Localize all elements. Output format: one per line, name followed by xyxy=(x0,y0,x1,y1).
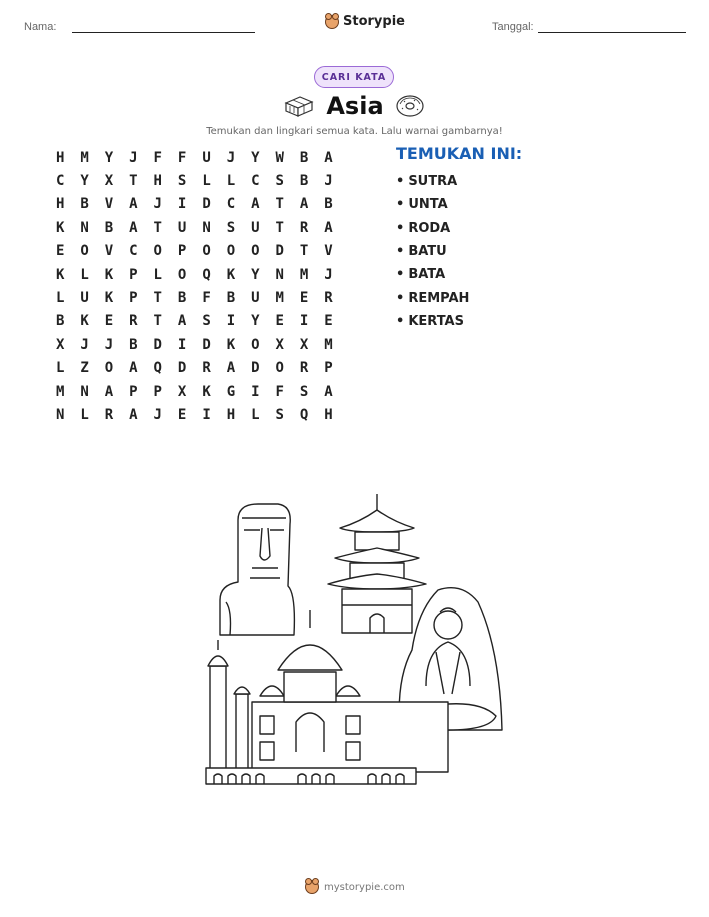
grid-letter[interactable]: V xyxy=(104,243,114,260)
bullet: • xyxy=(396,313,405,329)
grid-letter[interactable]: S xyxy=(202,313,211,330)
grid-row xyxy=(48,169,341,192)
grid-letter[interactable]: F xyxy=(177,149,187,166)
bullet: • xyxy=(396,174,405,190)
grid-letter[interactable]: H xyxy=(226,406,236,423)
grid-letter[interactable]: O xyxy=(226,243,236,260)
grid-letter[interactable]: D xyxy=(275,243,284,260)
bear-logo-icon xyxy=(305,880,319,894)
grid-letter[interactable]: M xyxy=(324,336,333,353)
grid-letter[interactable]: O xyxy=(202,243,211,260)
grid-letter[interactable]: S xyxy=(299,383,309,400)
word-list xyxy=(396,170,469,333)
grid-letter[interactable]: O xyxy=(153,243,162,260)
word-list-item xyxy=(396,286,469,309)
grid-letter[interactable]: K xyxy=(226,266,236,283)
grid-letter[interactable]: C xyxy=(226,196,236,213)
grid-letter[interactable]: I xyxy=(226,313,236,330)
grid-row xyxy=(48,380,341,403)
grid-letter[interactable]: S xyxy=(177,173,187,190)
word-list-item xyxy=(396,240,469,263)
grid-letter[interactable]: C xyxy=(251,173,260,190)
word-list-heading: TEMUKAN INI: xyxy=(396,144,523,163)
grid-letter[interactable]: X xyxy=(177,383,187,400)
bullet: • xyxy=(396,290,405,306)
puzzle-type-badge: CARI KATA xyxy=(314,66,394,88)
grid-letter[interactable]: S xyxy=(275,406,284,423)
grid-letter[interactable]: L xyxy=(251,406,260,423)
grid-letter[interactable]: O xyxy=(251,336,260,353)
grid-letter[interactable]: B xyxy=(299,149,309,166)
grid-letter[interactable]: G xyxy=(226,383,236,400)
grid-letter[interactable]: A xyxy=(299,196,309,213)
grid-letter[interactable]: N xyxy=(55,406,65,423)
grid-letter[interactable]: D xyxy=(202,336,211,353)
grid-letter[interactable]: Q xyxy=(202,266,211,283)
grid-letter[interactable]: A xyxy=(251,196,260,213)
grid-letter[interactable]: V xyxy=(324,243,333,260)
word-label: UNTA xyxy=(408,197,448,213)
word-list-item xyxy=(396,170,469,193)
grid-letter[interactable]: J xyxy=(324,173,333,190)
bear-logo-icon xyxy=(325,15,339,29)
grid-letter[interactable]: K xyxy=(55,219,65,236)
grid-row xyxy=(48,357,341,380)
word-label: BATU xyxy=(408,244,447,260)
bullet: • xyxy=(396,220,405,236)
grid-letter[interactable]: N xyxy=(80,219,89,236)
grid-letter[interactable]: J xyxy=(129,149,138,166)
grid-letter[interactable]: T xyxy=(275,196,284,213)
donut-icon xyxy=(395,94,425,118)
grid-letter[interactable]: L xyxy=(80,266,89,283)
grid-letter[interactable]: J xyxy=(226,149,236,166)
grid-letter[interactable]: C xyxy=(129,243,138,260)
letter-grid[interactable] xyxy=(48,146,341,427)
grid-letter[interactable]: P xyxy=(129,266,138,283)
grid-letter[interactable]: Q xyxy=(153,360,162,377)
grid-row xyxy=(48,193,341,216)
moai-statue-illustration xyxy=(220,504,294,635)
grid-letter[interactable]: N xyxy=(80,383,89,400)
bullet: • xyxy=(396,244,405,260)
date-field[interactable] xyxy=(538,32,686,33)
grid-letter[interactable]: F xyxy=(275,383,284,400)
grid-letter[interactable]: R xyxy=(324,290,333,307)
grid-letter[interactable]: H xyxy=(55,149,65,166)
grid-letter[interactable]: K xyxy=(226,336,236,353)
grid-letter[interactable]: A xyxy=(177,313,187,330)
brand-name: Storypie xyxy=(343,14,405,29)
grid-letter[interactable]: A xyxy=(226,360,236,377)
grid-letter[interactable]: L xyxy=(80,406,89,423)
grid-letter[interactable]: Y xyxy=(251,313,260,330)
word-label: REMPAH xyxy=(408,290,470,306)
grid-letter[interactable]: R xyxy=(202,360,211,377)
bullet: • xyxy=(396,267,405,283)
grid-row xyxy=(48,216,341,239)
grid-letter[interactable]: N xyxy=(275,266,284,283)
grid-letter[interactable]: A xyxy=(324,219,333,236)
grid-letter[interactable]: T xyxy=(299,243,309,260)
grid-letter[interactable]: O xyxy=(104,360,114,377)
grid-letter[interactable]: R xyxy=(299,219,309,236)
word-label: RODA xyxy=(408,220,451,236)
grid-letter[interactable]: B xyxy=(129,336,138,353)
brand-logo xyxy=(325,14,405,29)
grid-row xyxy=(48,240,341,263)
grid-letter[interactable]: Y xyxy=(80,173,89,190)
grid-letter[interactable]: R xyxy=(129,313,138,330)
grid-letter[interactable]: P xyxy=(177,243,187,260)
grid-letter[interactable]: X xyxy=(275,336,284,353)
word-label: BATA xyxy=(408,267,446,283)
grid-letter[interactable]: Y xyxy=(251,149,260,166)
grid-letter[interactable]: H xyxy=(324,406,333,423)
grid-letter[interactable]: E xyxy=(275,313,284,330)
grid-letter[interactable]: R xyxy=(299,360,309,377)
grid-letter[interactable]: T xyxy=(129,173,138,190)
grid-letter[interactable]: U xyxy=(80,290,89,307)
grid-letter[interactable]: B xyxy=(226,290,236,307)
grid-letter[interactable]: N xyxy=(202,219,211,236)
grid-letter[interactable]: E xyxy=(299,290,309,307)
grid-letter[interactable]: C xyxy=(55,173,65,190)
grid-row xyxy=(48,263,341,286)
grid-letter[interactable]: O xyxy=(275,360,284,377)
grid-letter[interactable]: R xyxy=(104,406,114,423)
grid-letter[interactable]: A xyxy=(104,383,114,400)
grid-letter[interactable]: F xyxy=(153,149,162,166)
grid-letter[interactable]: B xyxy=(55,313,65,330)
grid-letter[interactable]: F xyxy=(202,290,211,307)
grid-letter[interactable]: P xyxy=(324,360,333,377)
grid-row xyxy=(48,403,341,426)
grid-letter[interactable]: U xyxy=(202,149,211,166)
asia-landmarks-illustration xyxy=(200,490,520,790)
grid-letter[interactable]: I xyxy=(177,196,187,213)
grid-letter[interactable]: T xyxy=(153,313,162,330)
grid-letter[interactable]: T xyxy=(153,219,162,236)
word-label: KERTAS xyxy=(408,313,464,329)
word-list-item xyxy=(396,310,469,333)
grid-row xyxy=(48,146,341,169)
pagoda-illustration xyxy=(328,494,426,633)
grid-letter[interactable]: M xyxy=(299,266,309,283)
grid-letter[interactable]: I xyxy=(299,313,309,330)
grid-letter[interactable]: L xyxy=(153,266,162,283)
grid-letter[interactable]: Q xyxy=(299,406,309,423)
name-field[interactable] xyxy=(72,32,255,33)
date-label: Tanggal: xyxy=(492,21,534,33)
grid-letter[interactable]: K xyxy=(202,383,211,400)
grid-letter[interactable]: A xyxy=(129,360,138,377)
grid-row xyxy=(48,286,341,309)
name-label: Nama: xyxy=(24,21,57,33)
grid-letter[interactable]: X xyxy=(55,336,65,353)
grid-letter[interactable]: Z xyxy=(80,360,89,377)
grid-letter[interactable]: K xyxy=(104,266,114,283)
grid-letter[interactable]: A xyxy=(129,406,138,423)
grid-letter[interactable]: P xyxy=(129,383,138,400)
grid-letter[interactable]: E xyxy=(104,313,114,330)
word-list-item xyxy=(396,217,469,240)
grid-letter[interactable]: M xyxy=(80,149,89,166)
grid-letter[interactable]: B xyxy=(104,219,114,236)
grid-letter[interactable]: K xyxy=(104,290,114,307)
grid-letter[interactable]: X xyxy=(299,336,309,353)
grid-letter[interactable]: X xyxy=(104,173,114,190)
grid-letter[interactable]: B xyxy=(80,196,89,213)
grid-letter[interactable]: H xyxy=(55,196,65,213)
grid-letter[interactable]: I xyxy=(177,336,187,353)
grid-letter[interactable]: E xyxy=(177,406,187,423)
grid-letter[interactable]: B xyxy=(299,173,309,190)
grid-letter[interactable]: I xyxy=(251,383,260,400)
grid-letter[interactable]: M xyxy=(55,383,65,400)
instructions: Temukan dan lingkari semua kata. Lalu warnai gambarnya! xyxy=(206,126,503,137)
grid-letter[interactable]: J xyxy=(153,196,162,213)
grid-letter[interactable]: L xyxy=(55,360,65,377)
grid-letter[interactable]: D xyxy=(153,336,162,353)
grid-letter[interactable]: L xyxy=(226,173,236,190)
grid-letter[interactable]: L xyxy=(55,290,65,307)
grid-letter[interactable]: T xyxy=(275,219,284,236)
grid-letter[interactable]: D xyxy=(177,360,187,377)
word-list-item xyxy=(396,263,469,286)
grid-letter[interactable]: D xyxy=(251,360,260,377)
grid-letter[interactable]: V xyxy=(104,196,114,213)
grid-letter[interactable]: T xyxy=(153,290,162,307)
grid-letter[interactable]: A xyxy=(324,149,333,166)
grid-letter[interactable]: A xyxy=(129,196,138,213)
grid-letter[interactable]: S xyxy=(226,219,236,236)
footer-url: mystorypie.com xyxy=(324,881,405,893)
grid-letter[interactable]: J xyxy=(80,336,89,353)
grid-letter[interactable]: O xyxy=(80,243,89,260)
grid-letter[interactable]: J xyxy=(104,336,114,353)
grid-letter[interactable]: I xyxy=(202,406,211,423)
grid-letter[interactable]: U xyxy=(177,219,187,236)
grid-letter[interactable]: O xyxy=(251,243,260,260)
grid-letter[interactable]: P xyxy=(129,290,138,307)
grid-letter[interactable]: S xyxy=(275,173,284,190)
grid-letter[interactable]: Y xyxy=(104,149,114,166)
grid-letter[interactable]: U xyxy=(251,290,260,307)
grid-letter[interactable]: A xyxy=(324,383,333,400)
grid-letter[interactable]: M xyxy=(275,290,284,307)
page-title: Asia xyxy=(326,92,384,120)
grid-letter[interactable]: P xyxy=(153,383,162,400)
grid-letter[interactable]: O xyxy=(177,266,187,283)
footer xyxy=(305,880,405,894)
grid-letter[interactable]: B xyxy=(177,290,187,307)
grid-letter[interactable]: B xyxy=(324,196,333,213)
grid-letter[interactable]: J xyxy=(324,266,333,283)
grid-letter[interactable]: E xyxy=(324,313,333,330)
grid-row xyxy=(48,310,341,333)
word-label: SUTRA xyxy=(408,174,458,190)
grid-letter[interactable]: A xyxy=(129,219,138,236)
grid-letter[interactable]: Y xyxy=(251,266,260,283)
grid-letter[interactable]: W xyxy=(275,149,284,166)
grid-letter[interactable]: L xyxy=(202,173,211,190)
grid-letter[interactable]: H xyxy=(153,173,162,190)
grid-letter[interactable]: D xyxy=(202,196,211,213)
word-list-item xyxy=(396,193,469,216)
grid-letter[interactable]: E xyxy=(55,243,65,260)
grid-letter[interactable]: U xyxy=(251,219,260,236)
grid-letter[interactable]: K xyxy=(80,313,89,330)
grid-row xyxy=(48,333,341,356)
bullet: • xyxy=(396,197,405,213)
grid-letter[interactable]: J xyxy=(153,406,162,423)
grid-letter[interactable]: K xyxy=(55,266,65,283)
